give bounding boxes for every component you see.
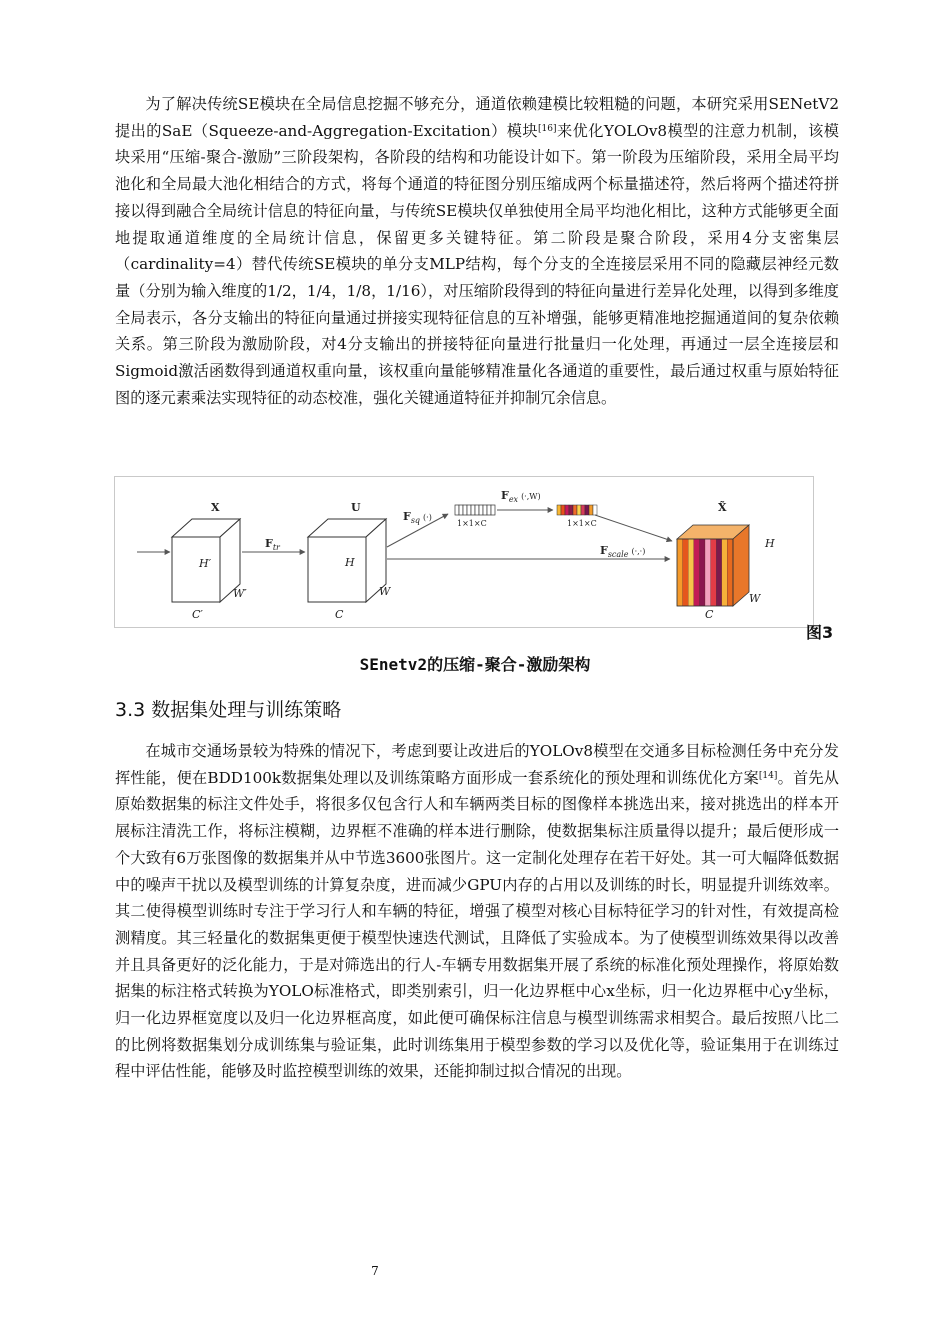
figure-label: 图3 xyxy=(806,623,834,642)
cube-x-tilde xyxy=(677,525,749,606)
senetv2-figure xyxy=(114,476,814,628)
excite-cell xyxy=(573,505,577,515)
label-w: W xyxy=(379,585,391,598)
squeeze-cell xyxy=(463,505,467,515)
squeeze-vector xyxy=(455,505,495,515)
output-channel-slice xyxy=(722,539,728,606)
label-fsq: Fsq (·) xyxy=(403,510,432,525)
weight-arrow xyxy=(595,515,672,541)
label-w-prime: W′ xyxy=(233,587,247,600)
figure-caption: SEnetv2的压缩-聚合-激励架构 xyxy=(359,655,591,674)
output-channel-slice xyxy=(727,539,733,606)
squeeze-cell xyxy=(479,505,483,515)
excite-cell xyxy=(593,505,597,515)
squeeze-cell xyxy=(455,505,459,515)
squeeze-cell xyxy=(491,505,495,515)
excite-vector xyxy=(557,505,597,515)
excite-cell xyxy=(589,505,593,515)
body-paragraph-1 xyxy=(115,91,839,411)
paragraph-2-text-a: 在城市交通场景较为特殊的情况下，考虑到要让改进后的YOLOv8模型在交通多目标检测任务中充分发挥性能，便在BDD100k数据集处理以及训练策略方面形成一套系统化的预处理和训练优化方案 xyxy=(115,742,839,787)
label-c: C xyxy=(335,608,344,621)
label-fex: Fex (·,W) xyxy=(501,489,541,504)
excite-cell xyxy=(561,505,565,515)
citation-16[interactable]: [16] xyxy=(538,123,557,134)
squeeze-cell xyxy=(483,505,487,515)
output-channel-slice xyxy=(705,539,711,606)
squeeze-cell xyxy=(471,505,475,515)
squeeze-cell xyxy=(487,505,491,515)
excite-cell xyxy=(581,505,585,515)
senetv2-diagram xyxy=(115,477,813,627)
label-x: X xyxy=(211,501,220,514)
label-h: H xyxy=(345,556,355,569)
excite-cell xyxy=(565,505,569,515)
paragraph-2-text-b: 。首先从原始数据集的标注文件处手，将很多仅包含行人和车辆两类目标的图像样本挑选出来，接对挑选出的样本开展标注清洗工作，将标注模糊，边界框不准确的样本进行删除，使数据集标注质量得以提升；最后便形成一个大致有6万张图像的数据集并从中节选3600张图片。这一定制化处理存在若干好处。其一可大幅降低数据中的噪声干扰以及模型训练的计算复杂度，进而减少GPU内存的占用以及训练的时长，明显提升训练效率。其二使得模型训练时专注于学习行人和车辆的特征，增强了模型对核心目标特征学习的针对性，有效提高检测精度。其三轻量化的数据集更便于模型快速迭代测试，且降低了实验成本。为了使模型训练效果得以改善并且具备更好的泛化能力，于是对筛选出的行人-车辆专用数据集开展了系统的标准化预处理操作，将原始数据集的标注格式转换为YOLO标准格式，即类别索引，归一化边界框中心x坐标，归一化边界框中心y坐标，归一化边界框宽度以及归一化边界框高度，如此便可确保标注信息与模型训练需求相契合。最后按照八比二的比例将数据集划分成训练集与验证集，此时训练集用于模型参数的学习以及优化等，验证集用于在训练过程中评估性能，能够及时监控模型训练的效果，还能抑制过拟合情况的出现。 xyxy=(115,768,839,1081)
label-fscale: Fscale (·,·) xyxy=(600,544,646,559)
output-channel-slice xyxy=(699,539,705,606)
label-h-out: H xyxy=(765,537,775,550)
squeeze-cell xyxy=(475,505,479,515)
excite-cell xyxy=(577,505,581,515)
output-channel-slice xyxy=(677,539,683,606)
label-c-out: C xyxy=(705,608,714,621)
paragraph-1-text-a: 为了解决传统SE模块在全局信息挖掘不够充分，通道依赖建模比较粗糙的问题，本研究采用SENetV2提出的SaE（Squeeze-and-Aggregation-Excitation）模块 xyxy=(115,95,839,140)
body-paragraph-2 xyxy=(115,738,839,1085)
label-u: U xyxy=(351,501,361,514)
squeeze-cell xyxy=(459,505,463,515)
label-ftr: Ftr xyxy=(265,537,280,552)
label-c-prime: C′ xyxy=(192,608,203,621)
output-side-face xyxy=(733,525,749,606)
section-heading: 3.3 数据集处理与训练策略 xyxy=(115,699,342,721)
page-number: 7 xyxy=(371,1264,379,1278)
excite-cell xyxy=(557,505,561,515)
output-channel-slice xyxy=(711,539,717,606)
label-w-out: W xyxy=(749,592,761,605)
squeeze-cell xyxy=(467,505,471,515)
label-vec-dim-2: 1×1×C xyxy=(567,519,597,528)
output-channel-slice xyxy=(683,539,689,606)
label-x-tilde: X̃ xyxy=(718,501,727,514)
output-channel-slice xyxy=(716,539,722,606)
paragraph-1-text-b: 来优化YOLOv8模型的注意力机制，该模块采用“压缩-聚合-激励”三阶段架构，各阶段的结构和功能设计如下。第一阶段为压缩阶段，采用全局平均池化和全局最大池化相结合的方式，将每个通道的特征图分别压缩成两个标量描述符，然后将两个描述符拼接以得到融合全局统计信息的特征向量，与传统SE模块仅单独使用全局平均池化相比，这种方式能够更全面地提取通道维度的全局统计信息，保留更多关键特征。第二阶段是聚合阶段，采用4分支密集层（cardinality=4）替代传统SE模块的单分支MLP结构，每个分支的全连接层采用不同的隐藏层神经元数量（分别为输入维度的1/2，1/4，1/8，1/16），对压缩阶段得到的特征向量进行差异化处理，以得到多维度全局表示，各分支输出的特征向量通过拼接实现特征信息的互补增强，能够更精准地挖掘通道间的复杂依赖关系。第三阶段为激励阶段，对4分支输出的拼接特征向量进行批量归一化处理，再通过一层全连接层和Sigmoid激活函数得到通道权重向量，该权重向量能够精准量化各通道的重要性，最后通过权重与原始特征图的逐元素乘法实现特征的动态校准，强化关键通道特征并抑制冗余信息。 xyxy=(115,121,839,407)
citation-14[interactable]: [14] xyxy=(758,770,778,781)
output-channel-slice xyxy=(688,539,694,606)
output-channel-slice xyxy=(694,539,700,606)
label-vec-dim-1: 1×1×C xyxy=(457,519,487,528)
excite-cell xyxy=(569,505,573,515)
label-h-prime: H′ xyxy=(199,557,212,570)
excite-cell xyxy=(585,505,589,515)
